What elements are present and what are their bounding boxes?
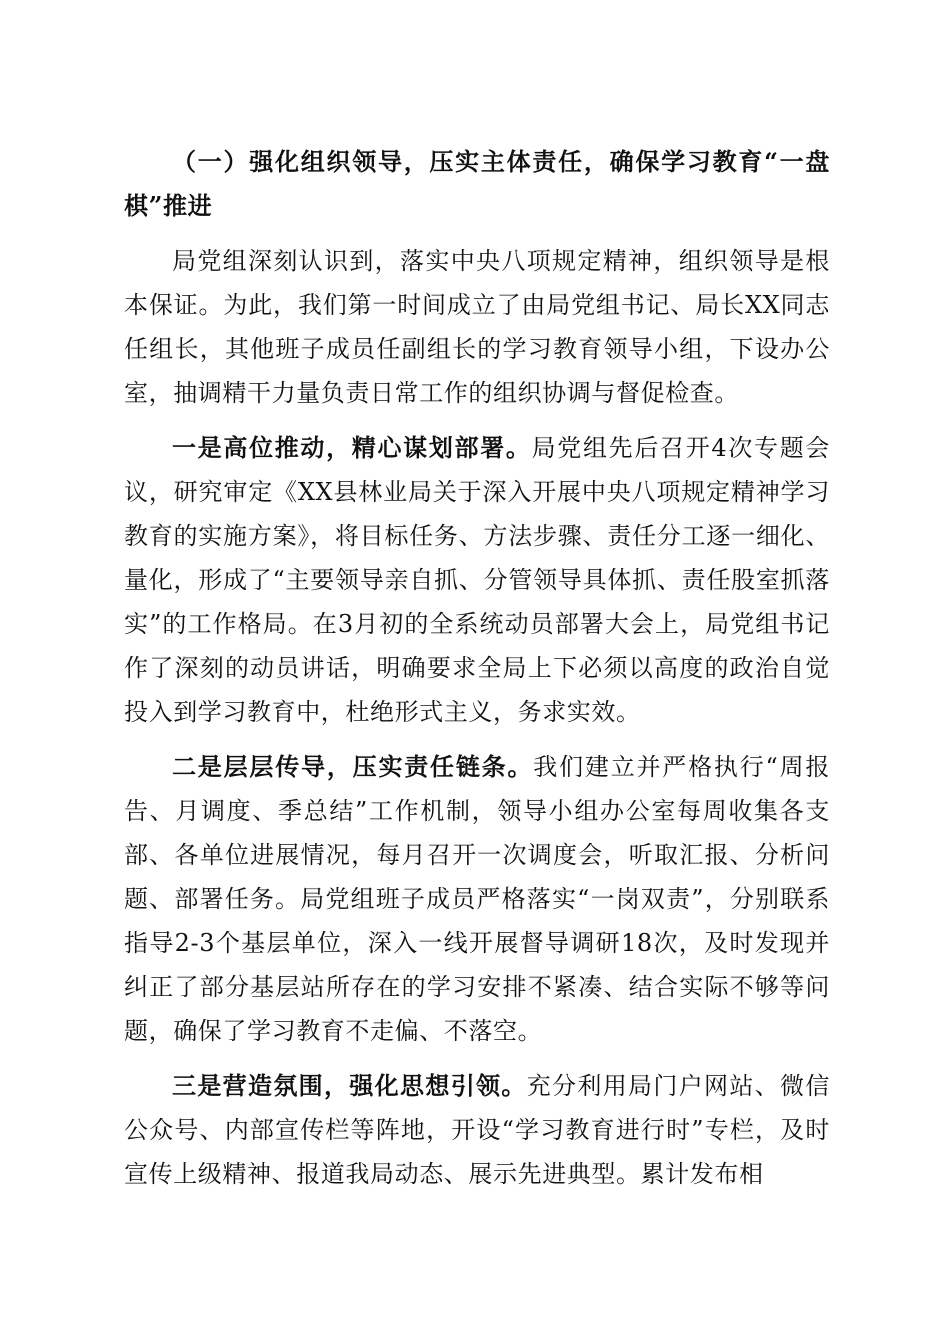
paragraph-3-lead: 二是层层传导，压实责任链条。 [172,752,534,781]
paragraph-4-text: 充分利用局门户网站、微信公众号、内部宣传栏等阵地，开设“学习教育进行时”专栏，及时宣传上级精神、报道我局动态、展示先进典型。累计发布相 [124,1072,830,1188]
paragraph-4 [124,1064,830,1196]
paragraph-4-lead: 三是营造氛围，强化思想引领。 [172,1071,527,1100]
paragraph-2-lead: 一是高位推动，精心谋划部署。 [172,433,532,462]
document-page [124,140,830,1207]
section-heading: （一）强化组织领导，压实主体责任，确保学习教育“一盘棋”推进 [124,147,830,220]
paragraph-1 [124,239,830,415]
paragraph-1-text: 局党组深刻认识到，落实中央八项规定精神，组织领导是根本保证。为此，我们第一时间成立了由局党组书记、局长XX同志任组长，其他班子成员任副组长的学习教育领导小组，下设办公室，抽调精干力量负责日常工作的组织协调与督促检查。 [124,247,830,407]
paragraph-2-text: 局党组先后召开4次专题会议，研究审定《XX县林业局关于深入开展中央八项规定精神学习教育的实施方案》，将目标任务、方法步骤、责任分工逐一细化、量化，形成了“主要领导亲自抓、分管领导具体抓、责任股室抓落实”的工作格局。在3月初的全系统动员部署大会上，局党组书记作了深刻的动员讲话，明确要求全局上下必须以高度的政治自觉投入到学习教育中，杜绝形式主义，务求实效。 [124,434,830,726]
paragraph-3 [124,745,830,1053]
paragraph-3-text: 我们建立并严格执行“周报告、月调度、季总结”工作机制，领导小组办公室每周收集各支部、各单位进展情况，每月召开一次调度会，听取汇报、分析问题、部署任务。局党组班子成员严格落实“一岗双责”，分别联系指导2-3个基层单位，深入一线开展督导调研18次，及时发现并纠正了部分基层站所存在的学习安排不紧凑、结合实际不够等问题，确保了学习教育不走偏、不落空。 [124,753,831,1045]
paragraph-2 [124,426,830,734]
